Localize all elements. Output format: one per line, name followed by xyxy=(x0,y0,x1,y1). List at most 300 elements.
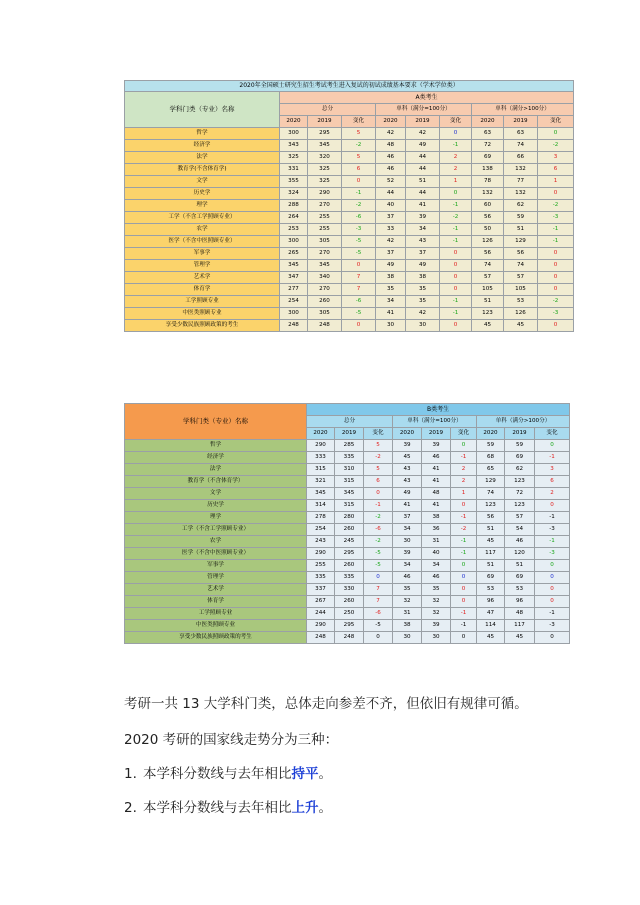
change-cell: 0 xyxy=(364,572,393,584)
change-cell: 6 xyxy=(538,164,574,176)
change-cell: 0 xyxy=(364,632,393,644)
year-header: 2019 xyxy=(406,116,440,128)
score-cell: 37 xyxy=(393,512,422,524)
score-cell: 245 xyxy=(335,536,364,548)
score-cell: 66 xyxy=(504,152,538,164)
subject-name: 历史学 xyxy=(125,188,280,200)
score-cell: 41 xyxy=(422,500,451,512)
score-cell: 39 xyxy=(393,548,422,560)
score-cell: 46 xyxy=(376,152,406,164)
table-row xyxy=(125,236,574,248)
change-cell: 0 xyxy=(538,284,574,296)
score-cell: 117 xyxy=(505,620,535,632)
score-cell: 42 xyxy=(376,236,406,248)
score-cell: 123 xyxy=(505,476,535,488)
score-cell: 295 xyxy=(308,128,342,140)
score-cell: 69 xyxy=(505,452,535,464)
year-header: 变化 xyxy=(538,116,574,128)
change-cell: 0 xyxy=(364,488,393,500)
score-cell: 345 xyxy=(308,140,342,152)
change-cell: -1 xyxy=(440,200,472,212)
score-cell: 105 xyxy=(504,284,538,296)
score-cell: 305 xyxy=(308,236,342,248)
score-cell: 117 xyxy=(477,548,505,560)
change-cell: 1 xyxy=(451,488,477,500)
change-cell: -6 xyxy=(364,608,393,620)
change-cell: 6 xyxy=(535,476,570,488)
subject-name: 中医类照顾专业 xyxy=(125,620,307,632)
subject-name: 经济学 xyxy=(125,452,307,464)
year-header: 变化 xyxy=(342,116,376,128)
score-cell: 74 xyxy=(477,488,505,500)
table-b-subject-header: 学科门类（专业）名称 xyxy=(125,404,307,440)
subject-name: 文学 xyxy=(125,488,307,500)
score-cell: 37 xyxy=(376,248,406,260)
score-cell: 254 xyxy=(307,524,335,536)
score-cell: 54 xyxy=(505,524,535,536)
change-cell: -5 xyxy=(342,248,376,260)
change-cell: 1 xyxy=(538,176,574,188)
change-cell: -1 xyxy=(538,236,574,248)
score-cell: 325 xyxy=(280,152,308,164)
subject-name: 农学 xyxy=(125,224,280,236)
score-cell: 33 xyxy=(376,224,406,236)
score-cell: 31 xyxy=(422,536,451,548)
score-cell: 260 xyxy=(335,560,364,572)
score-cell: 265 xyxy=(280,248,308,260)
score-cell: 41 xyxy=(393,500,422,512)
change-cell: -1 xyxy=(538,224,574,236)
change-cell: 0 xyxy=(538,188,574,200)
year-header: 2019 xyxy=(335,428,364,440)
score-cell: 264 xyxy=(280,212,308,224)
score-cell: 69 xyxy=(477,572,505,584)
change-cell: -1 xyxy=(342,188,376,200)
year-header: 2020 xyxy=(472,116,504,128)
table-row xyxy=(125,248,574,260)
score-cell: 120 xyxy=(505,548,535,560)
score-cell: 335 xyxy=(335,572,364,584)
change-cell: 6 xyxy=(342,164,376,176)
score-cell: 35 xyxy=(422,584,451,596)
table-row xyxy=(125,440,570,452)
table-row xyxy=(125,512,570,524)
score-cell: 56 xyxy=(504,248,538,260)
score-cell: 250 xyxy=(335,608,364,620)
change-cell: 6 xyxy=(364,476,393,488)
score-cell: 278 xyxy=(307,512,335,524)
score-cell: 324 xyxy=(280,188,308,200)
change-cell: 2 xyxy=(451,476,477,488)
table-row xyxy=(125,524,570,536)
score-cell: 37 xyxy=(406,248,440,260)
score-cell: 290 xyxy=(307,548,335,560)
change-cell: -2 xyxy=(451,524,477,536)
score-cell: 36 xyxy=(422,524,451,536)
score-cell: 45 xyxy=(477,536,505,548)
score-cell: 248 xyxy=(308,320,342,332)
score-cell: 46 xyxy=(376,164,406,176)
year-header: 2019 xyxy=(504,116,538,128)
score-cell: 60 xyxy=(472,200,504,212)
change-cell: 7 xyxy=(364,584,393,596)
score-cell: 43 xyxy=(393,476,422,488)
table-b-group-single100: 单科（满分=100分） xyxy=(393,416,477,428)
subject-name: 管理学 xyxy=(125,572,307,584)
list-number: 2. xyxy=(124,800,137,816)
score-cell: 345 xyxy=(307,488,335,500)
score-cell: 34 xyxy=(406,224,440,236)
change-cell: -1 xyxy=(535,452,570,464)
score-cell: 51 xyxy=(504,224,538,236)
score-cell: 330 xyxy=(335,584,364,596)
score-cell: 34 xyxy=(422,560,451,572)
table-row xyxy=(125,152,574,164)
table-row xyxy=(125,272,574,284)
score-cell: 267 xyxy=(307,596,335,608)
subject-name: 农学 xyxy=(125,536,307,548)
subject-name: 管理学 xyxy=(125,260,280,272)
score-cell: 63 xyxy=(472,128,504,140)
subject-name: 法学 xyxy=(125,152,280,164)
paragraph-trend-intro: 2020 考研的国家线走势分为三种： xyxy=(124,732,339,748)
table-a-group-single100: 单科（满分=100分） xyxy=(376,104,472,116)
score-cell: 340 xyxy=(308,272,342,284)
table-row xyxy=(125,296,574,308)
year-header: 2019 xyxy=(422,428,451,440)
score-cell: 53 xyxy=(504,296,538,308)
score-cell: 74 xyxy=(504,260,538,272)
score-cell: 248 xyxy=(307,632,335,644)
table-a-group-total: 总分 xyxy=(280,104,376,116)
change-cell: 0 xyxy=(535,572,570,584)
change-cell: -2 xyxy=(538,200,574,212)
change-cell: -2 xyxy=(364,512,393,524)
change-cell: 0 xyxy=(538,248,574,260)
subject-name: 文学 xyxy=(125,176,280,188)
list-item-end: 。 xyxy=(318,800,332,816)
change-cell: 0 xyxy=(538,260,574,272)
change-cell: -2 xyxy=(342,140,376,152)
change-cell: -1 xyxy=(451,548,477,560)
change-cell: -2 xyxy=(364,452,393,464)
score-cell: 129 xyxy=(477,476,505,488)
table-a-subject-header: 学科门类（专业）名称 xyxy=(125,92,280,128)
score-cell: 34 xyxy=(393,560,422,572)
change-cell: 0 xyxy=(538,272,574,284)
score-cell: 48 xyxy=(376,140,406,152)
score-cell: 47 xyxy=(477,608,505,620)
score-cell: 42 xyxy=(406,128,440,140)
score-cell: 38 xyxy=(393,620,422,632)
table-row xyxy=(125,224,574,236)
score-cell: 59 xyxy=(477,440,505,452)
subject-name: 法学 xyxy=(125,464,307,476)
score-cell: 43 xyxy=(393,464,422,476)
score-cell: 270 xyxy=(308,248,342,260)
list-item-text: 本学科分数线与去年相比 xyxy=(143,800,292,816)
year-header: 2020 xyxy=(307,428,335,440)
score-cell: 30 xyxy=(393,536,422,548)
change-cell: -3 xyxy=(535,548,570,560)
change-cell: -3 xyxy=(535,524,570,536)
score-cell: 56 xyxy=(472,212,504,224)
score-cell: 39 xyxy=(422,440,451,452)
score-cell: 255 xyxy=(307,560,335,572)
year-header: 2019 xyxy=(505,428,535,440)
change-cell: -2 xyxy=(440,212,472,224)
subject-name: 享受少数民族照顾政策的考生 xyxy=(125,320,280,332)
score-cell: 59 xyxy=(504,212,538,224)
score-cell: 290 xyxy=(308,188,342,200)
subject-name: 工学照顾专业 xyxy=(125,296,280,308)
score-cell: 300 xyxy=(280,308,308,320)
score-cell: 345 xyxy=(280,260,308,272)
score-cell: 52 xyxy=(376,176,406,188)
score-cell: 305 xyxy=(308,308,342,320)
table-b-group-total: 总分 xyxy=(307,416,393,428)
score-cell: 35 xyxy=(393,584,422,596)
table-row xyxy=(125,200,574,212)
change-cell: -1 xyxy=(364,500,393,512)
score-cell: 345 xyxy=(308,260,342,272)
change-cell: 0 xyxy=(451,560,477,572)
score-cell: 30 xyxy=(422,632,451,644)
table-b xyxy=(124,403,569,644)
score-cell: 337 xyxy=(307,584,335,596)
score-cell: 126 xyxy=(472,236,504,248)
score-cell: 68 xyxy=(477,452,505,464)
score-cell: 38 xyxy=(422,512,451,524)
score-cell: 45 xyxy=(393,452,422,464)
score-cell: 40 xyxy=(376,200,406,212)
change-cell: -6 xyxy=(342,296,376,308)
subject-name: 艺术学 xyxy=(125,272,280,284)
change-cell: 0 xyxy=(440,188,472,200)
score-cell: 290 xyxy=(307,620,335,632)
score-cell: 244 xyxy=(307,608,335,620)
score-cell: 38 xyxy=(376,272,406,284)
change-cell: 0 xyxy=(451,584,477,596)
change-cell: 1 xyxy=(440,176,472,188)
list-item-end: 。 xyxy=(318,766,332,782)
table-row xyxy=(125,452,570,464)
score-cell: 51 xyxy=(406,176,440,188)
change-cell: -5 xyxy=(364,548,393,560)
score-cell: 35 xyxy=(406,296,440,308)
score-cell: 46 xyxy=(422,572,451,584)
change-cell: -1 xyxy=(440,140,472,152)
subject-name: 工学照顾专业 xyxy=(125,608,307,620)
score-cell: 53 xyxy=(505,584,535,596)
year-header: 2020 xyxy=(477,428,505,440)
table-row xyxy=(125,560,570,572)
change-cell: 0 xyxy=(451,500,477,512)
table-row xyxy=(125,128,574,140)
change-cell: -1 xyxy=(440,308,472,320)
change-cell: 0 xyxy=(342,176,376,188)
year-header: 变化 xyxy=(451,428,477,440)
score-cell: 255 xyxy=(308,224,342,236)
score-cell: 260 xyxy=(335,596,364,608)
table-row xyxy=(125,140,574,152)
score-cell: 46 xyxy=(505,536,535,548)
table-row xyxy=(125,476,570,488)
score-cell: 300 xyxy=(280,128,308,140)
score-cell: 288 xyxy=(280,200,308,212)
score-cell: 39 xyxy=(422,620,451,632)
score-cell: 290 xyxy=(307,440,335,452)
change-cell: 3 xyxy=(538,152,574,164)
score-cell: 44 xyxy=(406,152,440,164)
change-cell: -1 xyxy=(440,236,472,248)
score-cell: 48 xyxy=(422,488,451,500)
change-cell: 0 xyxy=(342,320,376,332)
change-cell: 0 xyxy=(535,584,570,596)
change-cell: -2 xyxy=(364,536,393,548)
table-row xyxy=(125,620,570,632)
subject-name: 哲学 xyxy=(125,440,307,452)
score-cell: 45 xyxy=(472,320,504,332)
score-cell: 46 xyxy=(393,572,422,584)
score-cell: 114 xyxy=(477,620,505,632)
year-header: 2020 xyxy=(280,116,308,128)
list-number: 1. xyxy=(124,766,137,782)
score-cell: 39 xyxy=(393,440,422,452)
score-cell: 315 xyxy=(335,476,364,488)
score-cell: 65 xyxy=(477,464,505,476)
table-row xyxy=(125,608,570,620)
change-cell: 7 xyxy=(342,272,376,284)
change-cell: -1 xyxy=(451,512,477,524)
change-cell: -1 xyxy=(535,512,570,524)
score-cell: 123 xyxy=(477,500,505,512)
table-row xyxy=(125,584,570,596)
score-cell: 57 xyxy=(504,272,538,284)
table-a-title: 2020年全国硕士研究生招生考试考生进入复试的初试成绩基本要求（学术学位类） xyxy=(125,81,574,92)
score-cell: 45 xyxy=(505,632,535,644)
subject-name: 中医类照顾专业 xyxy=(125,308,280,320)
score-cell: 315 xyxy=(307,464,335,476)
score-cell: 310 xyxy=(335,464,364,476)
subject-name: 教育学（不含体育学） xyxy=(125,476,307,488)
score-cell: 333 xyxy=(307,452,335,464)
subject-name: 体育学 xyxy=(125,596,307,608)
change-cell: -1 xyxy=(451,536,477,548)
table-row xyxy=(125,500,570,512)
table-row xyxy=(125,596,570,608)
paragraph-summary: 考研一共 13 大学科门类，总体走向参差不齐，但依旧有规律可循。 xyxy=(124,696,528,712)
table-b-group-single-over100: 单科（满分>100分） xyxy=(477,416,570,428)
table-row xyxy=(125,536,570,548)
score-cell: 270 xyxy=(308,200,342,212)
change-cell: -3 xyxy=(342,224,376,236)
score-cell: 347 xyxy=(280,272,308,284)
change-cell: 0 xyxy=(451,440,477,452)
subject-name: 军事学 xyxy=(125,248,280,260)
change-cell: 0 xyxy=(440,320,472,332)
score-cell: 254 xyxy=(280,296,308,308)
change-cell: 2 xyxy=(451,464,477,476)
list-item-flat xyxy=(124,762,332,782)
score-cell: 46 xyxy=(422,452,451,464)
change-cell: -3 xyxy=(538,308,574,320)
table-row xyxy=(125,464,570,476)
subject-name: 理学 xyxy=(125,512,307,524)
change-cell: -5 xyxy=(342,308,376,320)
score-cell: 39 xyxy=(406,212,440,224)
year-header: 变化 xyxy=(440,116,472,128)
table-a-body xyxy=(125,81,574,332)
table-b-body xyxy=(125,404,570,644)
subject-name: 军事学 xyxy=(125,560,307,572)
score-cell: 325 xyxy=(308,176,342,188)
score-cell: 96 xyxy=(505,596,535,608)
table-row xyxy=(125,308,574,320)
change-cell: 0 xyxy=(538,320,574,332)
subject-name: 医学（不含中医照顾专业） xyxy=(125,548,307,560)
score-cell: 32 xyxy=(393,596,422,608)
score-cell: 72 xyxy=(505,488,535,500)
score-cell: 123 xyxy=(505,500,535,512)
change-cell: -5 xyxy=(364,620,393,632)
list-item-rise xyxy=(124,796,332,816)
change-cell: 5 xyxy=(342,152,376,164)
table-a xyxy=(124,80,569,332)
score-cell: 42 xyxy=(406,308,440,320)
score-cell: 320 xyxy=(308,152,342,164)
score-cell: 32 xyxy=(422,596,451,608)
change-cell: -1 xyxy=(535,536,570,548)
score-cell: 34 xyxy=(393,524,422,536)
score-cell: 74 xyxy=(472,260,504,272)
score-cell: 62 xyxy=(504,200,538,212)
change-cell: -3 xyxy=(538,212,574,224)
table-row xyxy=(125,488,570,500)
change-cell: 0 xyxy=(342,260,376,272)
year-header: 2020 xyxy=(376,116,406,128)
change-cell: -2 xyxy=(342,200,376,212)
score-cell: 41 xyxy=(376,308,406,320)
score-cell: 331 xyxy=(280,164,308,176)
change-cell: 5 xyxy=(364,464,393,476)
score-cell: 248 xyxy=(335,632,364,644)
change-cell: 0 xyxy=(440,260,472,272)
score-cell: 335 xyxy=(307,572,335,584)
change-cell: 0 xyxy=(535,596,570,608)
score-cell: 49 xyxy=(406,140,440,152)
score-cell: 49 xyxy=(406,260,440,272)
score-cell: 35 xyxy=(376,284,406,296)
year-header: 2019 xyxy=(308,116,342,128)
score-cell: 42 xyxy=(376,128,406,140)
score-cell: 57 xyxy=(472,272,504,284)
score-cell: 314 xyxy=(307,500,335,512)
score-cell: 51 xyxy=(477,524,505,536)
score-cell: 31 xyxy=(393,608,422,620)
score-cell: 300 xyxy=(280,236,308,248)
change-cell: 5 xyxy=(364,440,393,452)
subject-name: 工学（不含工学照顾专业） xyxy=(125,524,307,536)
score-cell: 260 xyxy=(335,524,364,536)
score-cell: 105 xyxy=(472,284,504,296)
change-cell: -2 xyxy=(538,296,574,308)
score-cell: 315 xyxy=(335,500,364,512)
table-row xyxy=(125,572,570,584)
table-row xyxy=(125,632,570,644)
score-cell: 44 xyxy=(406,188,440,200)
score-cell: 57 xyxy=(505,512,535,524)
